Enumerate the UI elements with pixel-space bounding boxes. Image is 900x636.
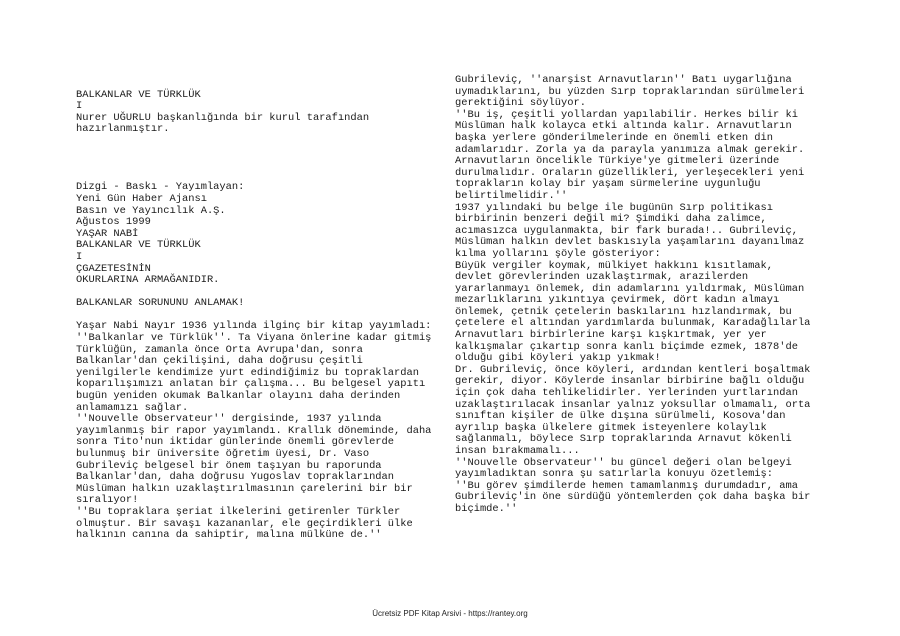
text-line: Dizgi - Baskı - Yayımlayan: xyxy=(76,181,245,194)
text-line: ''Nouvelle Observateur'' dergisinde, 1937 yılında xyxy=(76,413,382,426)
text-line: koparılışımızı anlatan bir çalışma... Bu belgesel yapıtı xyxy=(76,378,426,391)
text-line: uymadıklarını, bu yüzden Sırp topraklarından sürülmeleri xyxy=(455,85,805,98)
blank-line xyxy=(76,159,456,171)
text-line: Arnavutları birbirlerine karşı kışkırtmak, yer yer xyxy=(455,329,767,342)
text-line: Balkanlar'dan, daha doğrusu Yugoslav topraklarından xyxy=(76,471,395,484)
text-line: OKURLARINA ARMAĞANIDIR. xyxy=(76,274,220,287)
text-line: sağlanmalı, böylece Sırp topraklarında Arnavut kökenli xyxy=(455,433,792,446)
text-line: gerekir, diyor. Köylerde insanlar birbirine bağlı olduğu xyxy=(455,375,805,388)
text-line: biçimde.'' xyxy=(455,502,518,515)
text-line: BALKANLAR VE TÜRKLÜK xyxy=(76,88,201,101)
text-line: Müslüman halkın devlet baskısıyla yaşamlarını dayanılmaz xyxy=(455,236,805,249)
text-line: ''Balkanlar ve Türklük''. Ta Viyana önlerine kadar gitmiş xyxy=(76,332,432,345)
text-line: Nurer UĞURLU başkanlığında bir kurul tarafından xyxy=(76,111,370,124)
text-line: Büyük vergiler koymak, mülkiyet hakkını kısıtlamak, xyxy=(455,259,774,272)
text-line: Dr. Gubrileviç, önce köyleri, ardından kentleri boşaltmak xyxy=(455,363,811,376)
text-line: Yeni Gün Haber Ajansı xyxy=(76,192,207,205)
text-line: yayımladıktan sonra şu satırlarla konuyu özetlemiş: xyxy=(455,468,774,481)
text-line: çetelere el altından yardımlarda bulunmak, Karadağlılarla xyxy=(455,317,811,330)
text-line: sınıftan kişiler de ülke dışına sürülmeli, Kosova'dan xyxy=(455,410,786,423)
text-line: kalkışmalar çıkartıp sonra kanlı biçimde ezmek, 1878'de xyxy=(455,340,798,353)
text-line: başka yerlere gönderilmelerinde en önemli etken din xyxy=(455,131,774,144)
text-line: ''Bu görev şimdilerde hemen tamamlanmış durumdadır, ama xyxy=(455,479,798,492)
blank-line xyxy=(76,136,456,148)
blank-line xyxy=(76,78,456,90)
text-line: anlamamızı sağlar. xyxy=(76,401,189,414)
text-line: sıralıyor! xyxy=(76,494,139,507)
text-line: ÇGAZETESİNİN xyxy=(76,262,151,275)
blank-line xyxy=(76,148,456,160)
text-line: önlemek, çetnik çetelerin baskılarını hızlandırmak, bu xyxy=(455,305,792,318)
text-line: Ağustos 1999 xyxy=(76,216,151,229)
text-line: ayrılıp başka ülkelere gitmek isteyenlere kolaylık xyxy=(455,421,767,434)
text-line: yenilgilerle kendimize yurt edindiğimiz bu topraklardan xyxy=(76,366,419,379)
left-text-column xyxy=(76,78,456,542)
text-line: Balkanlar'dan çekilişini, daha doğrusu çeşitli xyxy=(76,355,363,368)
text-line: Gubrileviç belgesel bir önem taşıyan bu raporunda xyxy=(76,459,382,472)
text-line: halkının canına da sahiptir, malına mülküne de.'' xyxy=(76,529,382,542)
text-line: insan bırakmamalı... xyxy=(455,445,580,457)
text-line: hazırlanmıştır. xyxy=(76,123,170,136)
text-line: mezarlıklarını yıkıntıya çevirmek, dört kadın almayı xyxy=(455,294,780,307)
text-line: olduğu gibi köyleri yakıp yıkmak! xyxy=(455,352,661,365)
text-line: Müslüman halk kolayca etki altında kalır. Arnavutların xyxy=(455,120,792,133)
text-line: Yaşar Nabi Nayır 1936 yılında ilginç bir kitap yayımladı: xyxy=(76,320,432,333)
footer-credit: Ücretsiz PDF Kitap Arsivi - https://rantey.org xyxy=(372,609,528,618)
text-line: I xyxy=(76,250,83,263)
text-line: belirtilmelidir.'' xyxy=(455,189,568,202)
text-line: acımasızca uygulanmakta, bir fark burada!.. Gubrileviç, xyxy=(455,224,798,237)
text-line: bugün yeniden okumak Balkanlar olayını daha derinden xyxy=(76,390,401,403)
text-line: durulmalıdır. Oraların güzellikleri, yerleşecekleri yeni xyxy=(455,166,805,179)
text-line: devlet görevlerinden uzaklaştırmak, arazilerden xyxy=(455,271,749,284)
text-line: BALKANLAR VE TÜRKLÜK xyxy=(76,239,201,252)
text-line: ''Nouvelle Observateur'' bu güncel değeri olan belgeyi xyxy=(455,456,792,469)
text-line: Türklüğün, zamanla önce Orta Avrupa'dan, sonra xyxy=(76,343,363,356)
text-line: uzaklaştırılacak insanlar yalnız yoksullar olmamalı, orta xyxy=(455,398,811,411)
text-line: I xyxy=(76,100,83,113)
text-line: için çok daha tehlikelidirler. Yerlerinden yurtlarından xyxy=(455,387,798,400)
text-line: gerektiğini söylüyor. xyxy=(455,97,586,110)
text-line: kılma yollarını şöyle gösteriyor: xyxy=(455,247,661,260)
text-line: 1937 yılındaki bu belge ile bugünün Sırp politikası xyxy=(455,201,774,214)
text-line: Gubrileviç, ''anarşist Arnavutların'' Batı uygarlığına xyxy=(455,74,792,86)
text-line: Gubrileviç'in öne sürdüğü yöntemlerden çok daha başka bir xyxy=(455,491,811,504)
text-line: bulunmuş bir üniversite öğretim üyesi, Dr. Vaso xyxy=(76,448,370,460)
text-line: toprakların kolay bir yaşam sürmelerine uygunluğu xyxy=(455,178,761,191)
text-line: ''Bu topraklara şeriat ilkelerini getirenler Türkler xyxy=(76,505,401,518)
text-line: YAŞAR NABİ xyxy=(76,227,139,240)
text-line: sonra Tito'nun iktidar günlerinde önemli görevlerde xyxy=(76,436,395,449)
right-text-column xyxy=(455,75,845,516)
text-line: adamlarıdır. Zorla ya da parayla yanımıza almak gerekir. xyxy=(455,143,805,156)
text-line: yayımlanmış bir rapor yayımlandı. Krallık döneminde, daha xyxy=(76,424,432,437)
text-line: birbirinin benzeri değil mi? Şimdiki daha zalimce, xyxy=(455,213,767,226)
text-line: ''Bu iş, çeşitli yollardan yapılabilir. Herkes bilir ki xyxy=(455,108,798,121)
text-line: Müslüman halkın uzaklaştırılmasının çarelerini bir bir xyxy=(76,482,413,495)
text-line: Basın ve Yayıncılık A.Ş. xyxy=(76,204,226,217)
text-line: yararlanmayı önlemek, din adamlarını yıldırmak, Müslüman xyxy=(455,282,805,295)
text-line: BALKANLAR SORUNUNU ANLAMAK! xyxy=(76,297,245,310)
text-line: Arnavutların öncelikle Türkiye'ye gitmeleri üzerinde xyxy=(455,155,780,168)
text-line: olmuştur. Bir savaşı kazananlar, ele geçirdikleri ülke xyxy=(76,517,413,530)
